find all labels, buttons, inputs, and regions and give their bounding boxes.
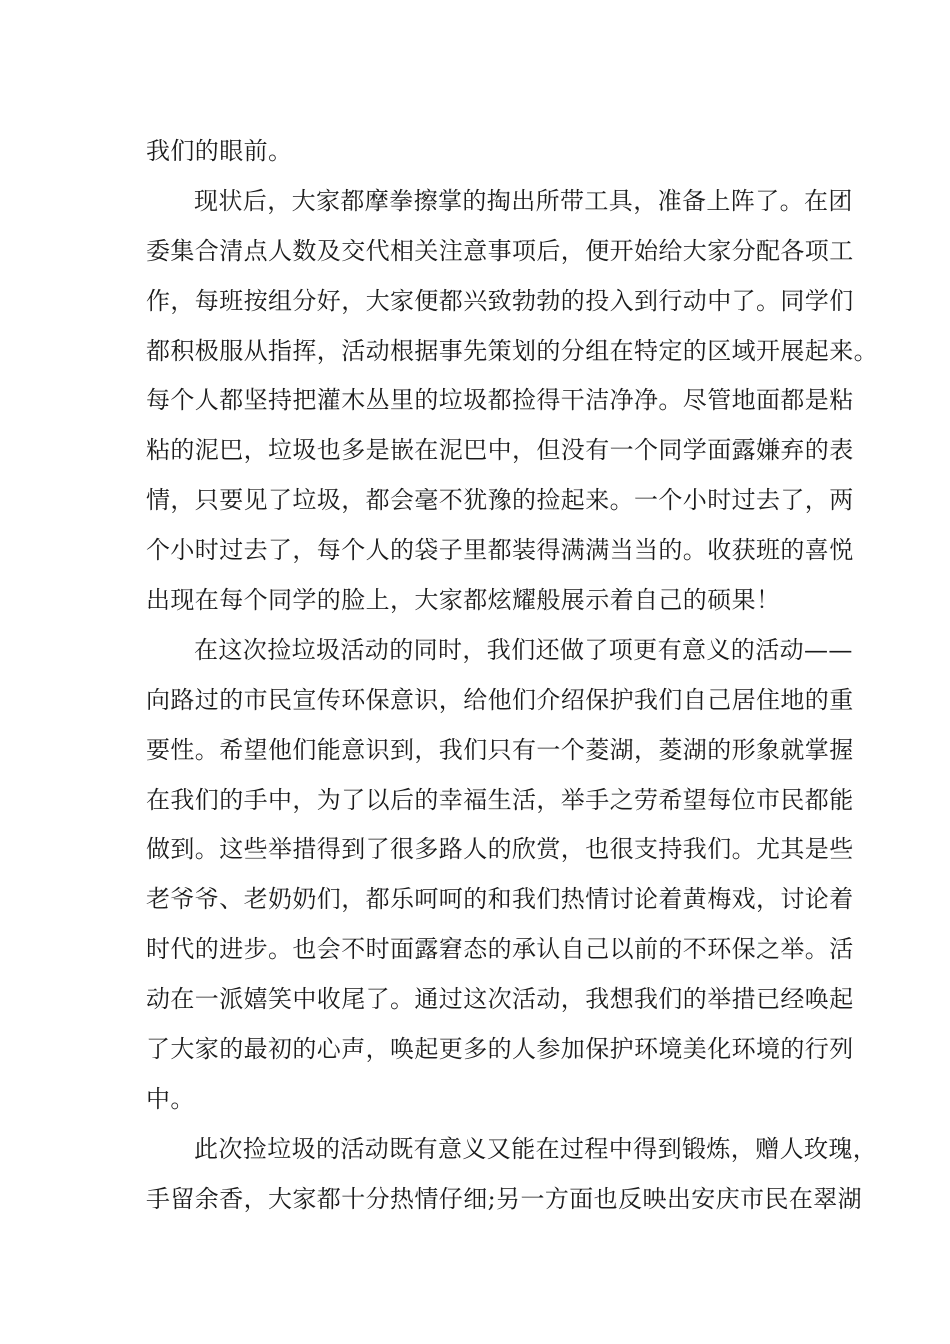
text-line: 手留余香，大家都十分热情仔细;另一方面也反映出安庆市民在翠湖 xyxy=(146,1184,863,1213)
text-line: 老爷爷、老奶奶们，都乐呵呵的和我们热情讨论着黄梅戏，讨论着 xyxy=(146,885,854,914)
text-line: 在我们的手中，为了以后的幸福生活，举手之劳希望每位市民都能 xyxy=(146,785,854,814)
text-line: 我们的眼前。 xyxy=(146,137,293,165)
text-line: 时代的进步。也会不时面露窘态的承认自己以前的不环保之举。活 xyxy=(146,935,854,964)
text-line: 个小时过去了，每个人的袋子里都装得满满当当的。收获班的喜悦 xyxy=(146,536,854,565)
paragraph-first-line: 现状后，大家都摩拳擦掌的掏出所带工具，准备上阵了。在团 xyxy=(194,186,853,215)
text-line: 要性。希望他们能意识到，我们只有一个菱湖，菱湖的形象就掌握 xyxy=(146,735,854,764)
paragraph-first-line: 在这次捡垃圾活动的同时，我们还做了项更有意义的活动—— xyxy=(194,635,853,664)
text-line: 情，只要见了垃圾，都会毫不犹豫的捡起来。一个小时过去了，两 xyxy=(146,486,854,515)
text-line: 作，每班按组分好，大家便都兴致勃勃的投入到行动中了。同学们 xyxy=(146,286,854,315)
text-line: 粘的泥巴，垃圾也多是嵌在泥巴中，但没有一个同学面露嫌弃的表 xyxy=(146,436,854,465)
text-line: 委集合清点人数及交代相关注意事项后，便开始给大家分配各项工 xyxy=(146,236,854,265)
document-body xyxy=(146,127,878,1225)
text-line: 动在一派嬉笑中收尾了。通过这次活动，我想我们的举措已经唤起 xyxy=(146,985,854,1014)
text-line: 了大家的最初的心声，唤起更多的人参加保护环境美化环境的行列 xyxy=(146,1035,854,1064)
text-line: 中。 xyxy=(146,1084,195,1113)
paragraph-first-line: 此次捡垃圾的活动既有意义又能在过程中得到锻炼，赠人玫瑰， xyxy=(194,1134,878,1163)
text-line: 出现在每个同学的脸上，大家都炫耀般展示着自己的硕果！ xyxy=(146,586,781,615)
text-line: 做到。这些举措得到了很多路人的欣赏，也很支持我们。尤其是些 xyxy=(146,835,854,864)
text-line: 每个人都坚持把灌木丛里的垃圾都捡得干洁净净。尽管地面都是粘 xyxy=(146,386,854,415)
text-line: 都积极服从指挥，活动根据事先策划的分组在特定的区域开展起来。 xyxy=(146,336,878,365)
text-line: 向路过的市民宣传环保意识，给他们介绍保护我们自己居住地的重 xyxy=(146,685,854,714)
